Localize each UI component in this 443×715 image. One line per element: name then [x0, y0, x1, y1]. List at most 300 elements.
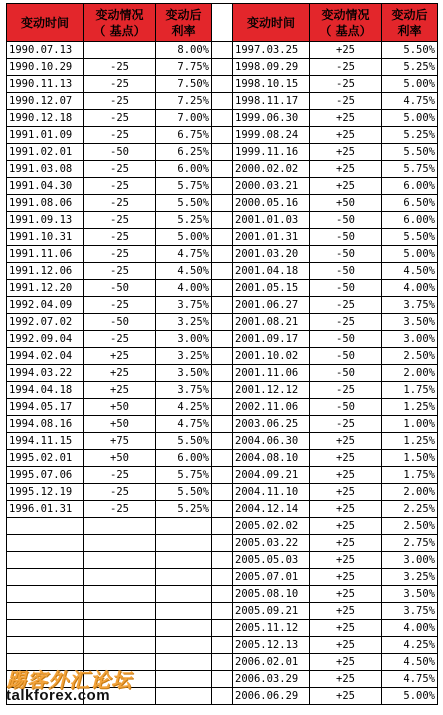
right-rate-cell: 4.75%	[382, 93, 438, 110]
table-row	[7, 450, 438, 467]
left-rate-cell	[156, 603, 212, 620]
right-rate-cell: 4.00%	[382, 280, 438, 297]
right-date-cell: 2001.03.20	[233, 246, 310, 263]
right-change-cell: -25	[310, 314, 382, 331]
left-change-cell: -50	[84, 280, 156, 297]
right-change-cell: +25	[310, 671, 382, 688]
left-date-cell: 1991.01.09	[7, 127, 84, 144]
column-gap	[212, 501, 233, 518]
left-rate-cell	[156, 620, 212, 637]
left-date-cell: 1990.12.07	[7, 93, 84, 110]
left-date-cell: 1991.10.31	[7, 229, 84, 246]
right-date-cell: 2001.11.06	[233, 365, 310, 382]
right-rate-cell: 2.00%	[382, 484, 438, 501]
column-gap	[212, 178, 233, 195]
table-row	[7, 688, 438, 705]
table-row	[7, 263, 438, 280]
left-date-cell: 1994.04.18	[7, 382, 84, 399]
header-rate-right: 变动后 利率	[382, 4, 438, 42]
right-rate-cell: 2.00%	[382, 365, 438, 382]
right-change-cell: -50	[310, 212, 382, 229]
right-date-cell: 2004.08.10	[233, 450, 310, 467]
left-date-cell: 1991.11.06	[7, 246, 84, 263]
right-rate-cell: 5.50%	[382, 42, 438, 59]
left-change-cell	[84, 637, 156, 654]
right-rate-cell: 5.25%	[382, 127, 438, 144]
left-rate-cell: 7.50%	[156, 76, 212, 93]
left-change-cell: -25	[84, 76, 156, 93]
left-date-cell	[7, 688, 84, 705]
table-body	[7, 42, 438, 705]
right-date-cell: 2001.04.18	[233, 263, 310, 280]
header-change-right: 变动情况 （ 基点）	[310, 4, 382, 42]
right-rate-cell: 1.75%	[382, 382, 438, 399]
left-rate-cell: 5.50%	[156, 433, 212, 450]
right-date-cell: 1998.09.29	[233, 59, 310, 76]
right-change-cell: +25	[310, 518, 382, 535]
left-change-cell	[84, 688, 156, 705]
left-change-cell: -25	[84, 263, 156, 280]
left-rate-cell	[156, 654, 212, 671]
right-change-cell: +25	[310, 654, 382, 671]
right-date-cell: 1998.11.17	[233, 93, 310, 110]
table-row	[7, 382, 438, 399]
right-rate-cell: 3.75%	[382, 603, 438, 620]
left-change-cell: -25	[84, 297, 156, 314]
right-rate-cell: 2.25%	[382, 501, 438, 518]
right-change-cell: -25	[310, 93, 382, 110]
table-row	[7, 569, 438, 586]
column-gap	[212, 229, 233, 246]
right-rate-cell: 1.25%	[382, 433, 438, 450]
right-date-cell: 2005.08.10	[233, 586, 310, 603]
right-change-cell: -25	[310, 297, 382, 314]
right-date-cell: 2001.06.27	[233, 297, 310, 314]
right-rate-cell: 1.00%	[382, 416, 438, 433]
left-date-cell: 1994.08.16	[7, 416, 84, 433]
right-rate-cell: 6.00%	[382, 212, 438, 229]
left-change-cell	[84, 620, 156, 637]
right-change-cell: +25	[310, 484, 382, 501]
right-date-cell: 2004.12.14	[233, 501, 310, 518]
left-rate-cell: 3.25%	[156, 348, 212, 365]
left-rate-cell: 7.00%	[156, 110, 212, 127]
column-gap	[212, 518, 233, 535]
column-gap	[212, 569, 233, 586]
table-row	[7, 467, 438, 484]
left-date-cell: 1995.12.19	[7, 484, 84, 501]
right-date-cell: 2005.09.21	[233, 603, 310, 620]
left-rate-cell	[156, 688, 212, 705]
right-rate-cell: 6.50%	[382, 195, 438, 212]
right-date-cell: 2006.06.29	[233, 688, 310, 705]
left-date-cell: 1991.09.13	[7, 212, 84, 229]
left-change-cell: +50	[84, 399, 156, 416]
left-date-cell: 1991.04.30	[7, 178, 84, 195]
right-rate-cell: 2.75%	[382, 535, 438, 552]
column-gap	[212, 127, 233, 144]
right-date-cell: 2001.08.21	[233, 314, 310, 331]
left-change-cell: +25	[84, 382, 156, 399]
right-change-cell: -50	[310, 280, 382, 297]
column-gap	[212, 365, 233, 382]
column-gap	[212, 263, 233, 280]
right-change-cell: -25	[310, 76, 382, 93]
left-change-cell	[84, 603, 156, 620]
left-rate-cell	[156, 535, 212, 552]
left-date-cell: 1994.05.17	[7, 399, 84, 416]
table-row	[7, 501, 438, 518]
right-date-cell: 2001.12.12	[233, 382, 310, 399]
header-gap	[212, 4, 233, 42]
left-change-cell: -25	[84, 467, 156, 484]
left-rate-cell: 6.75%	[156, 127, 212, 144]
left-change-cell	[84, 586, 156, 603]
right-rate-cell: 1.50%	[382, 450, 438, 467]
left-change-cell: -50	[84, 314, 156, 331]
right-rate-cell: 1.75%	[382, 467, 438, 484]
column-gap	[212, 212, 233, 229]
right-change-cell: -50	[310, 399, 382, 416]
column-gap	[212, 144, 233, 161]
column-gap	[212, 433, 233, 450]
right-change-cell: -50	[310, 229, 382, 246]
right-change-cell: +25	[310, 688, 382, 705]
right-change-cell: +25	[310, 637, 382, 654]
right-rate-cell: 4.25%	[382, 637, 438, 654]
column-gap	[212, 314, 233, 331]
right-change-cell: +25	[310, 127, 382, 144]
table-row	[7, 280, 438, 297]
left-date-cell: 1990.07.13	[7, 42, 84, 59]
left-change-cell	[84, 535, 156, 552]
left-date-cell: 1990.10.29	[7, 59, 84, 76]
right-date-cell: 2003.06.25	[233, 416, 310, 433]
column-gap	[212, 297, 233, 314]
right-date-cell: 2005.02.02	[233, 518, 310, 535]
right-rate-cell: 3.50%	[382, 586, 438, 603]
left-rate-cell	[156, 552, 212, 569]
left-rate-cell: 5.25%	[156, 501, 212, 518]
table-row	[7, 620, 438, 637]
right-date-cell: 2005.12.13	[233, 637, 310, 654]
left-date-cell: 1991.02.01	[7, 144, 84, 161]
left-rate-cell	[156, 671, 212, 688]
right-rate-cell: 5.00%	[382, 688, 438, 705]
right-change-cell: -50	[310, 263, 382, 280]
right-change-cell: +25	[310, 161, 382, 178]
right-rate-cell: 1.25%	[382, 399, 438, 416]
left-date-cell	[7, 569, 84, 586]
left-change-cell: -25	[84, 178, 156, 195]
column-gap	[212, 59, 233, 76]
right-change-cell: +25	[310, 603, 382, 620]
right-date-cell: 1999.06.30	[233, 110, 310, 127]
table-row	[7, 314, 438, 331]
left-change-cell: +25	[84, 348, 156, 365]
left-rate-cell: 3.75%	[156, 297, 212, 314]
column-gap	[212, 467, 233, 484]
left-rate-cell: 8.00%	[156, 42, 212, 59]
table-row	[7, 637, 438, 654]
right-change-cell: -50	[310, 246, 382, 263]
left-date-cell: 1995.07.06	[7, 467, 84, 484]
right-date-cell: 2006.02.01	[233, 654, 310, 671]
left-change-cell: -25	[84, 229, 156, 246]
left-change-cell: -25	[84, 110, 156, 127]
header-rate-left: 变动后 利率	[156, 4, 212, 42]
right-date-cell: 2001.05.15	[233, 280, 310, 297]
left-rate-cell: 7.75%	[156, 59, 212, 76]
right-change-cell: +25	[310, 42, 382, 59]
column-gap	[212, 76, 233, 93]
right-date-cell: 2000.05.16	[233, 195, 310, 212]
table-row	[7, 144, 438, 161]
left-rate-cell: 4.75%	[156, 246, 212, 263]
right-rate-cell: 5.25%	[382, 59, 438, 76]
right-change-cell: +25	[310, 144, 382, 161]
left-change-cell: -25	[84, 127, 156, 144]
column-gap	[212, 484, 233, 501]
left-change-cell: -25	[84, 331, 156, 348]
table-row	[7, 484, 438, 501]
column-gap	[212, 603, 233, 620]
right-rate-cell: 5.00%	[382, 76, 438, 93]
column-gap	[212, 671, 233, 688]
right-change-cell: -50	[310, 348, 382, 365]
table-row	[7, 178, 438, 195]
left-rate-cell: 3.00%	[156, 331, 212, 348]
left-change-cell: -25	[84, 246, 156, 263]
left-date-cell: 1992.09.04	[7, 331, 84, 348]
left-change-cell	[84, 671, 156, 688]
right-date-cell: 2000.02.02	[233, 161, 310, 178]
column-gap	[212, 637, 233, 654]
right-change-cell: +50	[310, 195, 382, 212]
column-gap	[212, 195, 233, 212]
table-row	[7, 127, 438, 144]
left-change-cell: +75	[84, 433, 156, 450]
right-rate-cell: 5.50%	[382, 229, 438, 246]
left-rate-cell: 6.00%	[156, 161, 212, 178]
left-rate-cell: 5.00%	[156, 229, 212, 246]
left-change-cell	[84, 518, 156, 535]
left-rate-cell: 3.25%	[156, 314, 212, 331]
left-change-cell: -25	[84, 484, 156, 501]
table-row	[7, 331, 438, 348]
right-change-cell: +25	[310, 569, 382, 586]
table-row	[7, 59, 438, 76]
watermark-english-text: talkforex.com	[6, 687, 111, 704]
table-row	[7, 535, 438, 552]
right-rate-cell: 4.00%	[382, 620, 438, 637]
left-rate-cell: 4.50%	[156, 263, 212, 280]
right-change-cell: -25	[310, 382, 382, 399]
left-date-cell	[7, 654, 84, 671]
right-date-cell: 2001.01.31	[233, 229, 310, 246]
left-change-cell: -25	[84, 93, 156, 110]
left-date-cell	[7, 671, 84, 688]
left-date-cell	[7, 535, 84, 552]
right-rate-cell: 4.50%	[382, 263, 438, 280]
column-gap	[212, 161, 233, 178]
right-date-cell: 2004.09.21	[233, 467, 310, 484]
column-gap	[212, 586, 233, 603]
column-gap	[212, 93, 233, 110]
table-row	[7, 93, 438, 110]
table-row	[7, 603, 438, 620]
right-rate-cell: 3.00%	[382, 331, 438, 348]
column-gap	[212, 620, 233, 637]
column-gap	[212, 348, 233, 365]
right-rate-cell: 5.50%	[382, 144, 438, 161]
left-rate-cell	[156, 586, 212, 603]
column-gap	[212, 535, 233, 552]
left-change-cell: +25	[84, 365, 156, 382]
left-rate-cell	[156, 518, 212, 535]
column-gap	[212, 399, 233, 416]
right-date-cell: 2001.01.03	[233, 212, 310, 229]
right-date-cell: 2001.10.02	[233, 348, 310, 365]
right-change-cell: +25	[310, 535, 382, 552]
left-date-cell	[7, 552, 84, 569]
right-change-cell: +25	[310, 110, 382, 127]
table-row	[7, 212, 438, 229]
left-date-cell: 1994.11.15	[7, 433, 84, 450]
table-row	[7, 42, 438, 59]
right-change-cell: +25	[310, 552, 382, 569]
right-rate-cell: 3.50%	[382, 314, 438, 331]
left-rate-cell: 5.75%	[156, 467, 212, 484]
column-gap	[212, 42, 233, 59]
left-rate-cell: 3.50%	[156, 365, 212, 382]
left-date-cell: 1991.12.20	[7, 280, 84, 297]
right-date-cell: 2005.05.03	[233, 552, 310, 569]
left-rate-cell	[156, 569, 212, 586]
table-row	[7, 76, 438, 93]
left-change-cell	[84, 42, 156, 59]
right-date-cell: 1999.11.16	[233, 144, 310, 161]
left-change-cell	[84, 654, 156, 671]
left-change-cell: -50	[84, 144, 156, 161]
right-date-cell: 2005.03.22	[233, 535, 310, 552]
right-change-cell: +25	[310, 178, 382, 195]
column-gap	[212, 416, 233, 433]
right-date-cell: 2005.11.12	[233, 620, 310, 637]
right-date-cell: 1997.03.25	[233, 42, 310, 59]
table-row	[7, 229, 438, 246]
left-date-cell	[7, 620, 84, 637]
left-date-cell: 1992.04.09	[7, 297, 84, 314]
left-date-cell: 1996.01.31	[7, 501, 84, 518]
left-date-cell: 1990.12.18	[7, 110, 84, 127]
watermark-chinese-text: 踢客外汇论坛	[6, 668, 132, 692]
right-rate-cell: 5.00%	[382, 246, 438, 263]
right-date-cell: 2002.11.06	[233, 399, 310, 416]
table-row	[7, 246, 438, 263]
right-date-cell: 2000.03.21	[233, 178, 310, 195]
right-rate-cell: 6.00%	[382, 178, 438, 195]
left-rate-cell: 4.00%	[156, 280, 212, 297]
left-date-cell: 1991.03.08	[7, 161, 84, 178]
right-change-cell: +25	[310, 620, 382, 637]
right-date-cell: 1999.08.24	[233, 127, 310, 144]
right-date-cell: 1998.10.15	[233, 76, 310, 93]
left-date-cell	[7, 586, 84, 603]
right-rate-cell: 5.00%	[382, 110, 438, 127]
right-rate-cell: 3.75%	[382, 297, 438, 314]
left-change-cell: -25	[84, 59, 156, 76]
left-rate-cell: 4.25%	[156, 399, 212, 416]
left-change-cell	[84, 569, 156, 586]
left-rate-cell: 7.25%	[156, 93, 212, 110]
table-row	[7, 671, 438, 688]
left-date-cell: 1995.02.01	[7, 450, 84, 467]
left-date-cell: 1991.08.06	[7, 195, 84, 212]
table-row	[7, 518, 438, 535]
column-gap	[212, 331, 233, 348]
table-row	[7, 297, 438, 314]
header-row	[7, 4, 438, 42]
right-change-cell: -50	[310, 331, 382, 348]
table-row	[7, 586, 438, 603]
left-date-cell: 1991.12.06	[7, 263, 84, 280]
table-row	[7, 195, 438, 212]
left-change-cell	[84, 552, 156, 569]
left-rate-cell	[156, 637, 212, 654]
table-row	[7, 348, 438, 365]
left-rate-cell: 5.50%	[156, 484, 212, 501]
left-rate-cell: 5.50%	[156, 195, 212, 212]
table-row	[7, 552, 438, 569]
left-rate-cell: 4.75%	[156, 416, 212, 433]
right-change-cell: +25	[310, 450, 382, 467]
left-rate-cell: 3.75%	[156, 382, 212, 399]
header-date-right: 变动时间	[233, 4, 310, 42]
column-gap	[212, 382, 233, 399]
right-rate-cell: 2.50%	[382, 518, 438, 535]
left-change-cell: +50	[84, 450, 156, 467]
right-rate-cell: 4.50%	[382, 654, 438, 671]
table-row	[7, 433, 438, 450]
right-change-cell: -25	[310, 416, 382, 433]
right-date-cell: 2005.07.01	[233, 569, 310, 586]
right-rate-cell: 4.75%	[382, 671, 438, 688]
table-row	[7, 399, 438, 416]
left-date-cell: 1994.02.04	[7, 348, 84, 365]
table-row	[7, 110, 438, 127]
table-row	[7, 161, 438, 178]
left-date-cell: 1994.03.22	[7, 365, 84, 382]
column-gap	[212, 280, 233, 297]
interest-rate-table	[6, 3, 438, 705]
right-rate-cell: 3.25%	[382, 569, 438, 586]
header-date-left: 变动时间	[7, 4, 84, 42]
right-rate-cell: 5.75%	[382, 161, 438, 178]
right-change-cell: +25	[310, 586, 382, 603]
column-gap	[212, 688, 233, 705]
right-date-cell: 2006.03.29	[233, 671, 310, 688]
left-rate-cell: 5.75%	[156, 178, 212, 195]
left-change-cell: -25	[84, 501, 156, 518]
column-gap	[212, 552, 233, 569]
left-change-cell: +50	[84, 416, 156, 433]
column-gap	[212, 246, 233, 263]
left-date-cell: 1990.11.13	[7, 76, 84, 93]
left-date-cell	[7, 603, 84, 620]
left-rate-cell: 6.00%	[156, 450, 212, 467]
left-rate-cell: 6.25%	[156, 144, 212, 161]
